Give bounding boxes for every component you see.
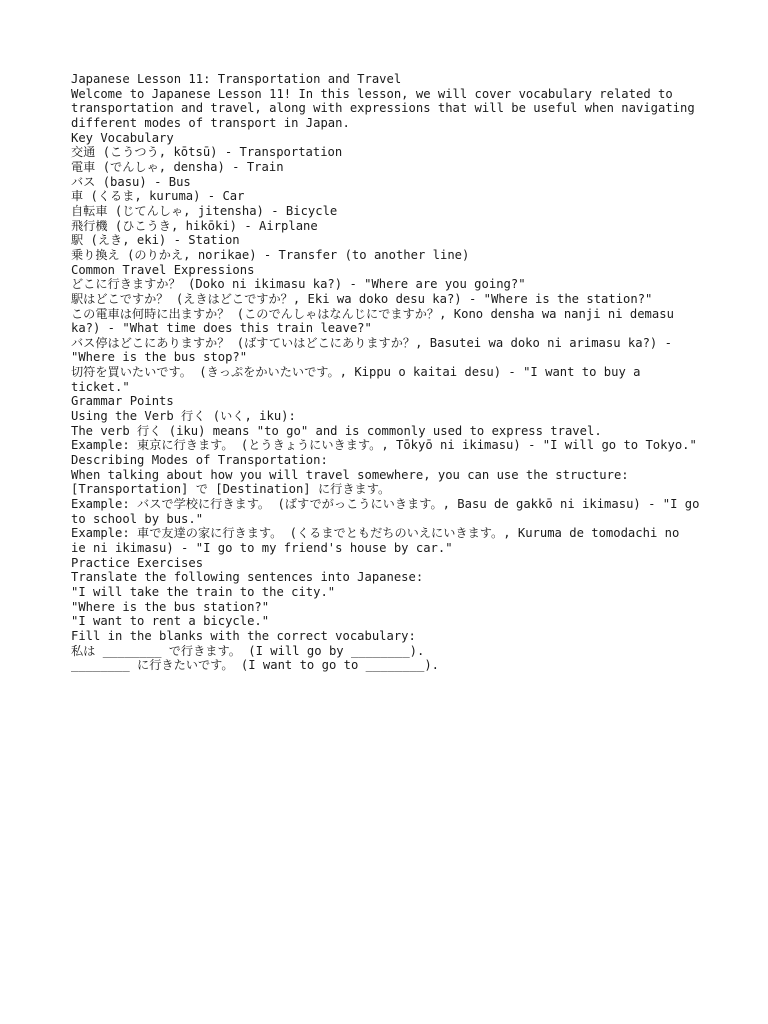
vocab-item: 車 (くるま, kuruma) - Car bbox=[71, 189, 245, 204]
section-heading-grammar: Grammar Points bbox=[71, 394, 174, 409]
section-heading-expressions: Common Travel Expressions bbox=[71, 262, 255, 277]
practice-item: "Where is the bus station?" bbox=[71, 599, 270, 614]
vocab-item: 電車 (でんしゃ, densha) - Train bbox=[71, 159, 284, 174]
grammar-subheading: Using the Verb 行く (いく, iku): bbox=[71, 409, 296, 424]
practice-item: "I want to rent a bicycle." bbox=[71, 614, 270, 629]
vocab-item: 飛行機 (ひこうき, hikōki) - Airplane bbox=[71, 218, 318, 233]
vocab-item: バス (basu) - Bus bbox=[71, 174, 191, 189]
practice-item: ________ に行きたいです。 (I want to go to ________). bbox=[71, 658, 440, 673]
section-heading-practice: Practice Exercises bbox=[71, 555, 204, 570]
practice-item: 私は ________ で行きます。 (I will go by ________). bbox=[71, 643, 425, 658]
vocab-item: 自転車 (じてんしゃ, jitensha) - Bicycle bbox=[71, 203, 338, 218]
expression-item: この電車は何時に出ますか？ (このでんしゃはなんじにでますか？, Kono densha wa nanji ni demasu ka?) - "What time does this train leave?" bbox=[71, 306, 682, 336]
document-body bbox=[71, 72, 707, 673]
grammar-text: When talking about how you will travel somewhere, you can use the structure: [Transportation] で [Destination] に行きます。 bbox=[71, 467, 636, 497]
grammar-subheading: Describing Modes of Transportation: bbox=[71, 453, 328, 468]
grammar-text: The verb 行く (iku) means "to go" and is commonly used to express travel. bbox=[71, 423, 602, 438]
expression-item: 駅はどこですか？ (えきはどこですか？, Eki wa doko desu ka?) - "Where is the station?" bbox=[71, 291, 653, 306]
vocab-item: 乗り換え (のりかえ, norikae) - Transfer (to another line) bbox=[71, 247, 470, 262]
expression-item: バス停はどこにありますか？ (ばすていはどこにありますか？, Basutei wa doko ni arimasu ka?) - "Where is the bus stop?" bbox=[71, 335, 680, 365]
expression-item: どこに行きますか？ (Doko ni ikimasu ka?) - "Where are you going?" bbox=[71, 277, 526, 292]
grammar-example: Example: 東京に行きます。 (とうきょうにいきます。, Tōkyō ni ikimasu) - "I will go to Tokyo." bbox=[71, 438, 697, 453]
expression-item: 切符を買いたいです。 (きっぷをかいたいです。, Kippu o kaitai desu) - "I want to buy a ticket." bbox=[71, 365, 648, 394]
practice-instruction: Translate the following sentences into Japanese: bbox=[71, 570, 424, 585]
practice-instruction: Fill in the blanks with the correct vocabulary: bbox=[71, 628, 416, 643]
section-heading-vocabulary: Key Vocabulary bbox=[71, 130, 174, 145]
grammar-example: Example: 車で友達の家に行きます。 (くるまでともだちのいえにいきます。, Kuruma de tomodachi no ie ni ikimasu) - "I go to my friend's house by car." bbox=[71, 526, 687, 555]
practice-item: "I will take the train to the city." bbox=[71, 584, 336, 599]
vocab-item: 交通 (こうつう, kōtsū) - Transportation bbox=[71, 145, 343, 160]
doc-title: Japanese Lesson 11: Transportation and Travel bbox=[71, 72, 402, 86]
intro-paragraph: Welcome to Japanese Lesson 11! In this lesson, we will cover vocabulary related to transportation and travel, along with expressions that will be useful when navigating different modes of transport in Japan. bbox=[71, 86, 703, 130]
grammar-example: Example: バスで学校に行きます。 (ばすでがっこうにいきます。, Basu de gakkō ni ikimasu) - "I go to school by bus." bbox=[71, 497, 707, 526]
vocab-item: 駅 (えき, eki) - Station bbox=[71, 233, 240, 248]
